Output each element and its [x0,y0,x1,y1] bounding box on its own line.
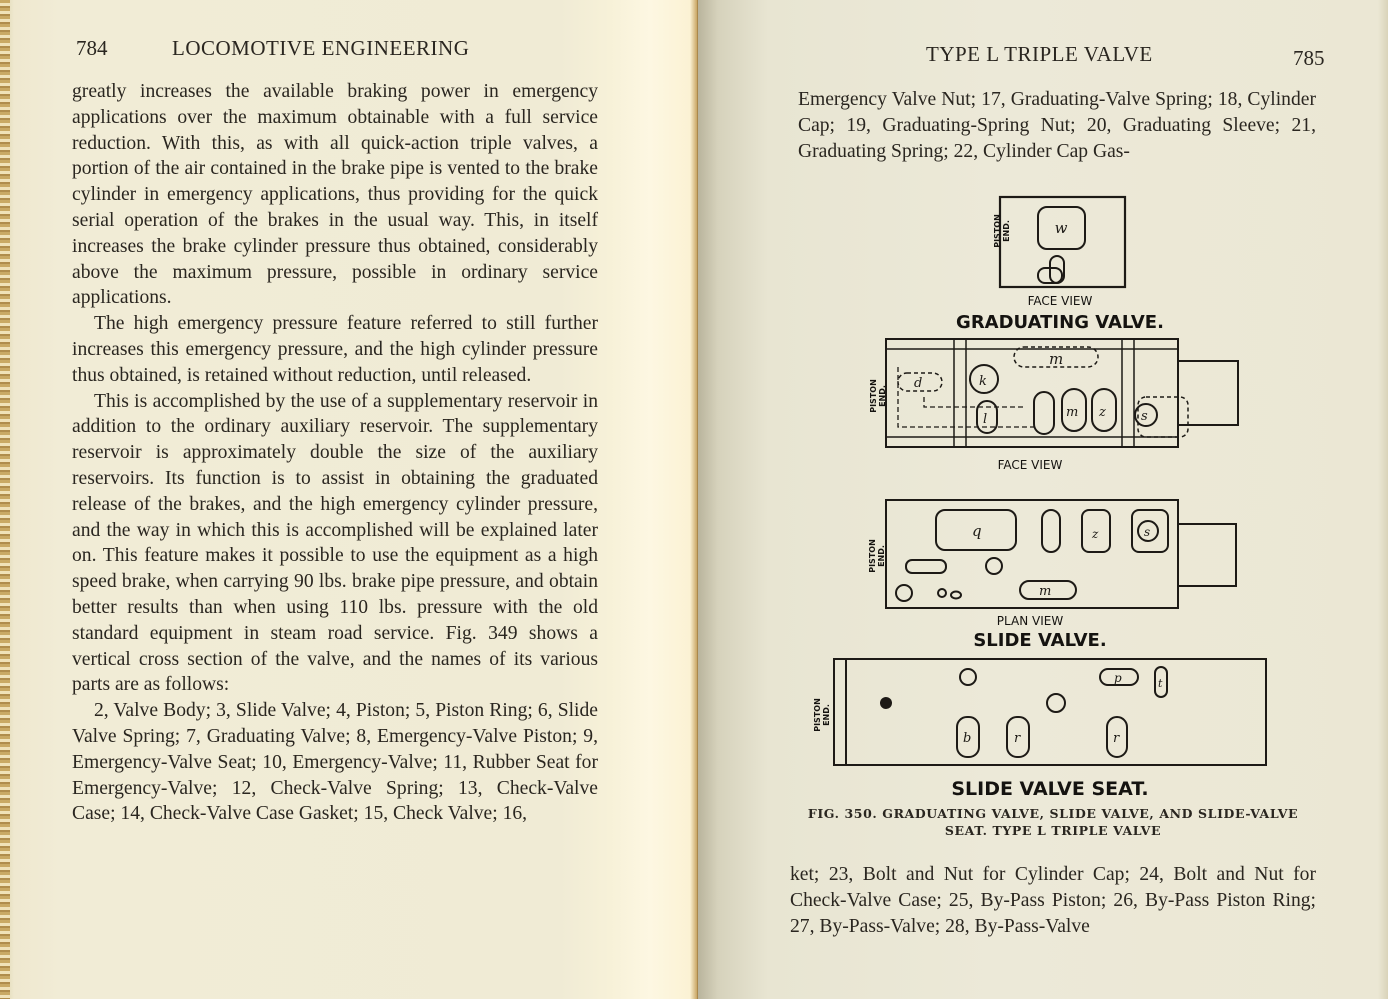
parts-list-continued: Emergency Valve Nut; 17, Graduating-Valve Spring; 18, Cylinder Cap; 19, Graduating-Spring Nut; 20, Graduating Sleeve; 21, Graduating Spring; 22, Cylinder Cap Gas- [798,89,1316,162]
face-view-label: FACE VIEW [1027,294,1093,308]
slide-valve-seat-title: SLIDE VALVE SEAT. [951,778,1149,800]
right-page-number: 785 [1293,46,1325,70]
piston-end-label: PISTON END. [813,698,831,732]
svg-text:m: m [1049,350,1064,368]
svg-text:k: k [979,374,987,389]
slide-valve-seat-diagram [832,657,1272,769]
paragraph: The high emergency pressure feature referred to still further increases this emergency pressure, and the high cylinder pressure thus obtained, is retained without reduction, until released. [72,313,598,386]
svg-text:w: w [1054,219,1068,237]
slide-valve-face-diagram [884,337,1244,452]
svg-text:z: z [1092,527,1099,541]
svg-text:b: b [963,731,972,746]
piston-end-label: PISTON END. [869,379,887,413]
paragraph: This is accomplished by the use of a supplementary reservoir in addition to the ordinary auxiliary reservoir. The supplementary reservoir is approximately double the size of the auxiliary reservoirs. Its function is to assist in obtaining the graduated release of the brakes, and the high emergency cylinder pressure, and the way in which this is accomplished will be explained later on. This feature makes it possible to use the equipment as a high speed brake, when carrying 90 lbs. brake pipe pressure, and obtain better results than when using 110 lbs. pressure with the old standard equipment in steam road service. Fig. 349 shows a vertical cross section of the valve, and the names of its various parts are as follows: [72,390,598,696]
svg-text:s: s [1144,525,1151,539]
slide-valve-title: SLIDE VALVE. [973,630,1107,651]
svg-text:d: d [914,376,923,391]
figure-caption [790,805,1316,839]
caption-line-2: SEAT. TYPE L TRIPLE VALVE [944,823,1162,838]
left-running-head: LOCOMOTIVE ENGINEERING [172,36,470,60]
right-bottom-text [790,862,1316,939]
slide-valve-plan-diagram [884,498,1244,613]
caption-line-1: FIG. 350. GRADUATING VALVE, SLIDE VALVE, AND SLIDE-VALVE [807,806,1299,821]
svg-text:z: z [1099,405,1106,420]
svg-text:m: m [1066,405,1079,420]
paragraph: greatly increases the available braking power in emergency applications over the maximum obtainable with a full service reduction. With this, as with all quick-action triple valves, a portion of the air contained in the brake pipe is vented to the brake cylinder in emergency applications, thus providing for the quick serial operation of the brakes in the usual way. This, in itself increases the brake cylinder pressure thus obtained, considerably above the maximum pressure, possible in ordinary service applications. [72,81,598,309]
svg-text:s: s [1141,409,1148,424]
svg-text:p: p [1114,671,1122,685]
page-edges [0,0,10,999]
right-top-text [798,87,1316,164]
left-page-number: 784 [76,36,108,60]
plan-view-label: PLAN VIEW [996,614,1064,628]
face-view-label: FACE VIEW [997,458,1063,472]
right-running-head: TYPE L TRIPLE VALVE [926,42,1153,66]
svg-text:r: r [1113,731,1120,746]
graduating-valve-title: GRADUATING VALVE. [956,312,1164,333]
parts-list-continued: ket; 23, Bolt and Nut for Cylinder Cap; 24, Bolt and Nut for Check-Valve Case; 25, By-Pass Piston; 26, By-Pass Piston Ring; 27, By-Pass-Valve; 28, By-Pass-Valve [790,864,1316,937]
svg-text:t: t [1158,677,1163,690]
parts-list: 2, Valve Body; 3, Slide Valve; 4, Piston; 5, Piston Ring; 6, Slide Valve Spring; 7, Graduating Valve; 8, Emergency-Valve Piston; 9, Emergency-Valve Seat; 10, Emergency-Valve; 11, Rubber Seat for Emergency-Valve; 12, Check-Valve Spring; 13, Check-Valve Case; 14, Check-Valve Case Gasket; 15, Check Valve; 16, [72,700,598,825]
svg-text:q: q [972,522,982,540]
piston-end-label: PISTON END. [993,214,1011,248]
left-body-text [72,79,598,827]
piston-end-label: PISTON END. [868,539,886,573]
svg-text:m: m [1039,584,1052,599]
svg-text:r: r [1014,731,1021,746]
svg-text:l: l [983,412,988,427]
